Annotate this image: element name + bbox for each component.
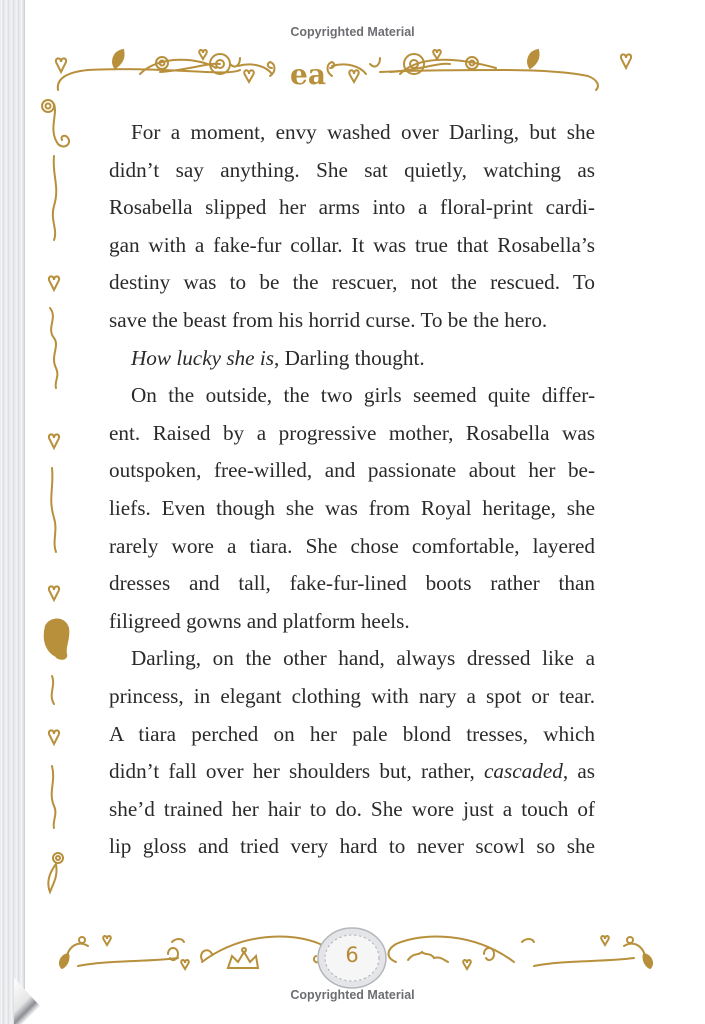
- svg-text:ea: ea: [290, 58, 326, 91]
- book-body-text: [109, 114, 595, 866]
- page-stack-edges: [0, 0, 25, 1024]
- text-line: lip gloss and tried very hard to never scowl so she: [109, 834, 595, 859]
- italic-emphasis: cascaded: [484, 759, 563, 784]
- text-line: princess, in elegant clothing with nary a spot or tear.: [109, 683, 595, 708]
- text-line: dresses and tall, fake-fur-lined boots rather than: [109, 571, 595, 596]
- text-line: she’d trained her hair to do. She wore just a touch of: [109, 796, 595, 821]
- text-line: didn’t fall over her shoulders but, rather, cascaded, as: [109, 759, 595, 784]
- text-line: A tiara perched on her pale blond tresses, which: [109, 721, 595, 746]
- copyright-watermark-bottom: Copyrighted Material: [290, 988, 415, 1002]
- text-line: On the outside, the two girls seemed quite differ-: [131, 383, 595, 408]
- header-filigree-ornament: [40, 40, 660, 96]
- text-line: Rosabella slipped her arms into a floral-print cardi-: [109, 195, 595, 220]
- italic-thought: How lucky she is: [131, 345, 274, 370]
- text-line: liefs. Even though she was from Royal heritage, she: [109, 495, 595, 520]
- text-line: gan with a fake-fur collar. It was true that Rosabella’s: [109, 232, 595, 257]
- text-line: didn’t say anything. She sat quietly, watching as: [109, 157, 595, 182]
- text-line: rarely wore a tiara. She chose comfortable, layered: [109, 533, 595, 558]
- text-line: filigreed gowns and platform heels.: [109, 608, 410, 633]
- page-number: 6: [345, 943, 359, 967]
- page-number-badge: [316, 927, 388, 989]
- text-line: How lucky she is, Darling thought.: [131, 345, 425, 370]
- text-line: For a moment, envy washed over Darling, but she: [131, 120, 595, 144]
- text-line: ent. Raised by a progressive mother, Rosabella was: [109, 420, 595, 445]
- copyright-watermark-top: Copyrighted Material: [290, 25, 415, 39]
- text-line: destiny was to be the rescuer, not the rescued. To: [109, 270, 595, 295]
- left-vertical-filigree: [36, 96, 76, 896]
- text-line: save the beast from his horrid curse. To be the hero.: [109, 307, 548, 332]
- text-line: Darling, on the other hand, always dressed like a: [131, 646, 595, 671]
- text-line: outspoken, free-willed, and passionate about her be-: [109, 458, 595, 483]
